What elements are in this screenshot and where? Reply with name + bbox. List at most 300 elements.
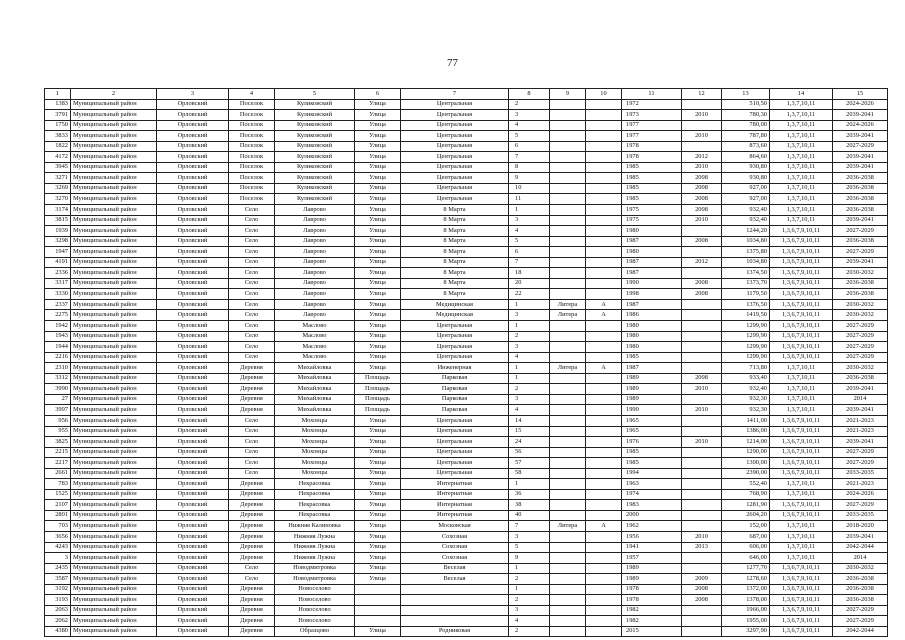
table-cell: [586, 162, 622, 173]
table-cell: [550, 183, 586, 194]
table-cell: 1980: [622, 321, 682, 332]
table-row: [45, 510, 888, 521]
table-cell: Муниципальный район: [71, 626, 157, 637]
table-cell: 1300,00: [722, 458, 770, 469]
table-cell: 1944: [45, 342, 71, 353]
table-cell: 2012: [682, 152, 722, 163]
table-cell: Орловский: [157, 268, 229, 279]
column-header: 7: [401, 89, 509, 100]
table-cell: [550, 384, 586, 395]
table-cell: Муниципальный район: [71, 99, 157, 110]
table-cell: Мохонцы: [275, 447, 355, 458]
table-cell: Муниципальный район: [71, 458, 157, 469]
table-cell: [586, 141, 622, 152]
table-cell: Муниципальный район: [71, 226, 157, 237]
table-cell: 2036-2038: [833, 194, 888, 205]
table-cell: 2024-2026: [833, 99, 888, 110]
table-cell: 15: [509, 426, 550, 437]
table-cell: Центральная: [401, 447, 509, 458]
table-cell: 1978: [622, 152, 682, 163]
table-cell: Куликовский: [275, 162, 355, 173]
table-cell: Центральная: [401, 352, 509, 363]
table-cell: Муниципальный район: [71, 426, 157, 437]
table-cell: 2039-2041: [833, 110, 888, 121]
table-cell: 927,00: [722, 194, 770, 205]
table-cell: Поселок: [229, 194, 275, 205]
table-cell: Новоселово: [275, 584, 355, 595]
table-cell: 58: [509, 468, 550, 479]
table-cell: 2039-2041: [833, 152, 888, 163]
table-cell: Муниципальный район: [71, 415, 157, 426]
table-cell: Улица: [355, 415, 401, 426]
table-cell: Веселая: [401, 574, 509, 585]
table-cell: Муниципальный район: [71, 120, 157, 131]
table-row: [45, 215, 888, 226]
table-cell: 3: [509, 531, 550, 542]
table-cell: Поселок: [229, 162, 275, 173]
table-cell: Улица: [355, 183, 401, 194]
table-cell: 2015: [622, 626, 682, 637]
table-cell: 27: [45, 394, 71, 405]
table-cell: [550, 489, 586, 500]
column-header: 1: [45, 89, 71, 100]
table-cell: Медицинская: [401, 310, 509, 321]
table-cell: Муниципальный район: [71, 110, 157, 121]
table-cell: Площадь: [355, 405, 401, 416]
table-cell: Орловский: [157, 215, 229, 226]
table-cell: [586, 626, 622, 637]
table-cell: [586, 489, 622, 500]
table-cell: А: [586, 363, 622, 374]
table-cell: 2008: [682, 173, 722, 184]
page-number: 77: [447, 57, 458, 69]
table-row: [45, 299, 888, 310]
table-cell: 2027-2029: [833, 141, 888, 152]
column-header: 11: [622, 89, 682, 100]
table-cell: Орловский: [157, 226, 229, 237]
table-cell: Улица: [355, 247, 401, 258]
table-cell: Муниципальный район: [71, 331, 157, 342]
table-cell: 20: [509, 278, 550, 289]
table-cell: 1,3,6,7,9,10,11: [770, 226, 833, 237]
table-cell: 2036-2038: [833, 236, 888, 247]
table-cell: 3270: [45, 194, 71, 205]
table-cell: 3: [509, 310, 550, 321]
table-cell: Орловский: [157, 278, 229, 289]
table-cell: 2063: [45, 605, 71, 616]
table-cell: 1957: [622, 553, 682, 564]
table-cell: Орловский: [157, 131, 229, 142]
table-cell: 1,3,6,7,9,10,11: [770, 616, 833, 627]
table-cell: 1941: [622, 542, 682, 553]
table-cell: 1290,00: [722, 447, 770, 458]
table-cell: Орловский: [157, 500, 229, 511]
table-cell: 1,3,7,10,11: [770, 120, 833, 131]
table-cell: 510,50: [722, 99, 770, 110]
table-cell: 932,40: [722, 215, 770, 226]
table-cell: Улица: [355, 120, 401, 131]
table-cell: Лаврово: [275, 205, 355, 216]
table-cell: Орловский: [157, 141, 229, 152]
table-cell: Куликовский: [275, 141, 355, 152]
table-row: [45, 152, 888, 163]
table-row: [45, 542, 888, 553]
table-cell: 1281,90: [722, 500, 770, 511]
table-cell: Улица: [355, 363, 401, 374]
table-cell: [550, 352, 586, 363]
table-cell: 2390,00: [722, 468, 770, 479]
table-cell: Новоселово: [275, 595, 355, 606]
table-cell: [682, 605, 722, 616]
table-cell: 1987: [622, 257, 682, 268]
table-cell: 2042-2044: [833, 542, 888, 553]
table-cell: [586, 226, 622, 237]
table-cell: 2039-2041: [833, 131, 888, 142]
table-cell: 1989: [622, 384, 682, 395]
table-cell: 4: [509, 352, 550, 363]
table-cell: [586, 373, 622, 384]
table-cell: Лаврово: [275, 257, 355, 268]
table-cell: Муниципальный район: [71, 141, 157, 152]
column-header: 6: [355, 89, 401, 100]
table-row: [45, 352, 888, 363]
table-cell: Орловский: [157, 363, 229, 374]
table-cell: [550, 152, 586, 163]
table-cell: Центральная: [401, 162, 509, 173]
table-cell: Село: [229, 226, 275, 237]
table-cell: Лаврово: [275, 299, 355, 310]
table-cell: 1994: [622, 468, 682, 479]
table-cell: 2030-2032: [833, 563, 888, 574]
table-cell: Муниципальный район: [71, 563, 157, 574]
table-cell: 2: [509, 595, 550, 606]
table-cell: 1299,90: [722, 352, 770, 363]
table-cell: 3: [509, 394, 550, 405]
table-cell: Улица: [355, 542, 401, 553]
column-header: 2: [71, 89, 157, 100]
table-cell: 1,3,7,10,11: [770, 521, 833, 532]
table-cell: 1,3,6,7,9,10,11: [770, 331, 833, 342]
table-cell: 8 Марта: [401, 226, 509, 237]
table-cell: 1,3,7,10,11: [770, 205, 833, 216]
register-table-container: [44, 88, 888, 637]
table-cell: Улица: [355, 257, 401, 268]
table-row: [45, 120, 888, 131]
table-cell: [550, 574, 586, 585]
table-cell: Родниковая: [401, 626, 509, 637]
table-row: [45, 426, 888, 437]
table-cell: [550, 616, 586, 627]
table-cell: 1,3,6,7,9,10,11: [770, 247, 833, 258]
table-row: [45, 584, 888, 595]
table-cell: [550, 278, 586, 289]
table-cell: Мохонцы: [275, 468, 355, 479]
table-cell: 2030-2032: [833, 310, 888, 321]
table-cell: 2008: [682, 194, 722, 205]
table-cell: 1,3,6,7,9,10,11: [770, 352, 833, 363]
table-cell: Улица: [355, 331, 401, 342]
table-cell: 2042-2044: [833, 626, 888, 637]
table-cell: 1: [509, 205, 550, 216]
table-cell: Село: [229, 437, 275, 448]
table-cell: 1: [509, 584, 550, 595]
table-cell: Поселок: [229, 131, 275, 142]
column-header: 13: [722, 89, 770, 100]
table-cell: Орловский: [157, 257, 229, 268]
table-row: [45, 553, 888, 564]
table-cell: 1980: [622, 342, 682, 353]
table-cell: [550, 563, 586, 574]
table-cell: Михайловка: [275, 384, 355, 395]
table-cell: Центральная: [401, 331, 509, 342]
table-cell: [550, 162, 586, 173]
table-row: [45, 489, 888, 500]
table-cell: 1987: [622, 268, 682, 279]
table-cell: Некрасовка: [275, 479, 355, 490]
table-cell: 646,00: [722, 553, 770, 564]
table-cell: Деревня: [229, 500, 275, 511]
table-cell: Село: [229, 415, 275, 426]
table-cell: 8 Марта: [401, 268, 509, 279]
table-cell: [550, 342, 586, 353]
table-cell: 1,3,6,7,9,10,11: [770, 426, 833, 437]
table-cell: Центральная: [401, 458, 509, 469]
table-cell: [586, 278, 622, 289]
table-cell: Орловский: [157, 521, 229, 532]
table-cell: 1985: [622, 162, 682, 173]
table-cell: [550, 531, 586, 542]
table-row: [45, 405, 888, 416]
table-cell: 2008: [682, 595, 722, 606]
table-cell: Деревня: [229, 553, 275, 564]
table-cell: 2036-2038: [833, 595, 888, 606]
table-cell: 1: [509, 373, 550, 384]
table-cell: Муниципальный район: [71, 247, 157, 258]
table-row: [45, 194, 888, 205]
table-cell: 1975: [622, 215, 682, 226]
table-cell: 11: [509, 194, 550, 205]
table-cell: [682, 468, 722, 479]
table-cell: Деревня: [229, 521, 275, 532]
table-cell: 1386,00: [722, 426, 770, 437]
table-cell: [586, 510, 622, 521]
column-header: 3: [157, 89, 229, 100]
table-cell: Орловский: [157, 468, 229, 479]
table-cell: Улица: [355, 626, 401, 637]
table-cell: 1985: [622, 183, 682, 194]
table-cell: [682, 426, 722, 437]
table-cell: Куликовский: [275, 152, 355, 163]
table-cell: 2062: [45, 616, 71, 627]
table-cell: 2024-2026: [833, 489, 888, 500]
table-cell: 1985: [622, 458, 682, 469]
table-cell: Орловский: [157, 479, 229, 490]
table-cell: [550, 247, 586, 258]
table-row: [45, 321, 888, 332]
table-cell: Центральная: [401, 426, 509, 437]
table-cell: Куликовский: [275, 99, 355, 110]
table-cell: 873,60: [722, 141, 770, 152]
table-cell: 3174: [45, 205, 71, 216]
table-cell: [550, 584, 586, 595]
table-cell: 1,3,7,10,11: [770, 531, 833, 542]
table-cell: 2036-2038: [833, 278, 888, 289]
table-cell: 1972: [622, 99, 682, 110]
table-cell: [586, 321, 622, 332]
table-cell: [586, 99, 622, 110]
table-cell: Орловский: [157, 321, 229, 332]
table-cell: Инженерная: [401, 363, 509, 374]
table-row: [45, 384, 888, 395]
table-cell: 2010: [682, 131, 722, 142]
table-cell: 1214,00: [722, 437, 770, 448]
table-cell: [682, 489, 722, 500]
table-cell: 7: [509, 152, 550, 163]
table-cell: Улица: [355, 510, 401, 521]
table-cell: Деревня: [229, 542, 275, 553]
table-cell: [586, 531, 622, 542]
table-cell: 3297,90: [722, 626, 770, 637]
table-cell: 2039-2041: [833, 384, 888, 395]
table-cell: 1: [509, 299, 550, 310]
table-cell: [586, 415, 622, 426]
column-header: 12: [682, 89, 722, 100]
table-cell: Село: [229, 289, 275, 300]
table-cell: 2027-2029: [833, 605, 888, 616]
table-row: [45, 574, 888, 585]
table-cell: 1939: [45, 226, 71, 237]
table-cell: 956: [45, 415, 71, 426]
table-cell: 1985: [622, 194, 682, 205]
table-cell: 3: [509, 110, 550, 121]
table-cell: Центральная: [401, 194, 509, 205]
table-cell: Лаврово: [275, 278, 355, 289]
table-cell: 1980: [622, 247, 682, 258]
table-cell: 2013: [682, 542, 722, 553]
table-cell: 7: [509, 521, 550, 532]
table-cell: 2000: [622, 510, 682, 521]
table-cell: 2337: [45, 299, 71, 310]
table-cell: 8 Марта: [401, 278, 509, 289]
table-cell: 1963: [622, 479, 682, 490]
table-cell: Муниципальный район: [71, 542, 157, 553]
table-cell: Муниципальный район: [71, 616, 157, 627]
table-cell: Улица: [355, 162, 401, 173]
table-cell: 38: [509, 500, 550, 511]
table-cell: 1,3,7,10,11: [770, 173, 833, 184]
table-cell: [682, 447, 722, 458]
table-cell: А: [586, 299, 622, 310]
table-cell: Орловский: [157, 489, 229, 500]
table-cell: 2008: [682, 236, 722, 247]
table-cell: [550, 268, 586, 279]
table-cell: Улица: [355, 299, 401, 310]
table-cell: Село: [229, 278, 275, 289]
table-cell: Улица: [355, 521, 401, 532]
table-cell: [550, 289, 586, 300]
table-cell: 1822: [45, 141, 71, 152]
table-cell: 1982: [622, 616, 682, 627]
table-cell: Муниципальный район: [71, 289, 157, 300]
table-cell: Центральная: [401, 141, 509, 152]
table-cell: 5: [509, 542, 550, 553]
table-cell: Сохозная: [401, 553, 509, 564]
table-cell: Орловский: [157, 584, 229, 595]
table-row: [45, 479, 888, 490]
table-header-row: [45, 89, 888, 100]
table-cell: [682, 415, 722, 426]
table-cell: Орловский: [157, 331, 229, 342]
table-cell: [550, 194, 586, 205]
table-cell: 1,3,6,7,9,10,11: [770, 236, 833, 247]
table-cell: [682, 521, 722, 532]
table-cell: 1,3,6,7,9,10,11: [770, 584, 833, 595]
table-cell: 1965: [622, 415, 682, 426]
table-cell: [355, 584, 401, 595]
table-cell: Муниципальный район: [71, 394, 157, 405]
table-row: [45, 310, 888, 321]
table-cell: Село: [229, 299, 275, 310]
table-cell: Центральная: [401, 110, 509, 121]
table-cell: [550, 458, 586, 469]
table-cell: 1,3,6,7,9,10,11: [770, 500, 833, 511]
table-cell: [550, 542, 586, 553]
table-cell: 2008: [682, 584, 722, 595]
table-row: [45, 183, 888, 194]
table-cell: 3: [509, 215, 550, 226]
table-cell: 18: [509, 268, 550, 279]
table-cell: Село: [229, 447, 275, 458]
table-cell: 9: [509, 173, 550, 184]
table-cell: 1278,60: [722, 574, 770, 585]
table-cell: Орловский: [157, 616, 229, 627]
table-cell: Деревня: [229, 405, 275, 416]
table-cell: 783: [45, 479, 71, 490]
table-cell: Орловский: [157, 605, 229, 616]
table-cell: [682, 299, 722, 310]
table-cell: Центральная: [401, 99, 509, 110]
table-cell: Орловский: [157, 405, 229, 416]
table-cell: 1955,00: [722, 616, 770, 627]
table-cell: 2107: [45, 500, 71, 511]
table-cell: Центральная: [401, 183, 509, 194]
table-cell: 1966,00: [722, 605, 770, 616]
table-cell: 606,00: [722, 542, 770, 553]
table-cell: 4380: [45, 626, 71, 637]
table-cell: 1244,20: [722, 226, 770, 237]
table-cell: 1,3,7,10,11: [770, 99, 833, 110]
table-cell: Литера: [550, 310, 586, 321]
table-cell: [355, 616, 401, 627]
table-cell: Деревня: [229, 510, 275, 521]
table-cell: Орловский: [157, 99, 229, 110]
table-cell: Улица: [355, 553, 401, 564]
table-cell: Мохонцы: [275, 415, 355, 426]
table-cell: Маслово: [275, 352, 355, 363]
table-cell: Улица: [355, 479, 401, 490]
table-cell: Муниципальный район: [71, 605, 157, 616]
table-cell: Михайловка: [275, 363, 355, 374]
table-cell: Парковая: [401, 394, 509, 405]
table-cell: Литера: [550, 521, 586, 532]
table-row: [45, 236, 888, 247]
table-cell: Муниципальный район: [71, 352, 157, 363]
table-cell: [682, 268, 722, 279]
table-cell: Орловский: [157, 289, 229, 300]
table-row: [45, 447, 888, 458]
table-cell: Интернатная: [401, 510, 509, 521]
table-cell: 1,3,6,7,9,10,11: [770, 268, 833, 279]
